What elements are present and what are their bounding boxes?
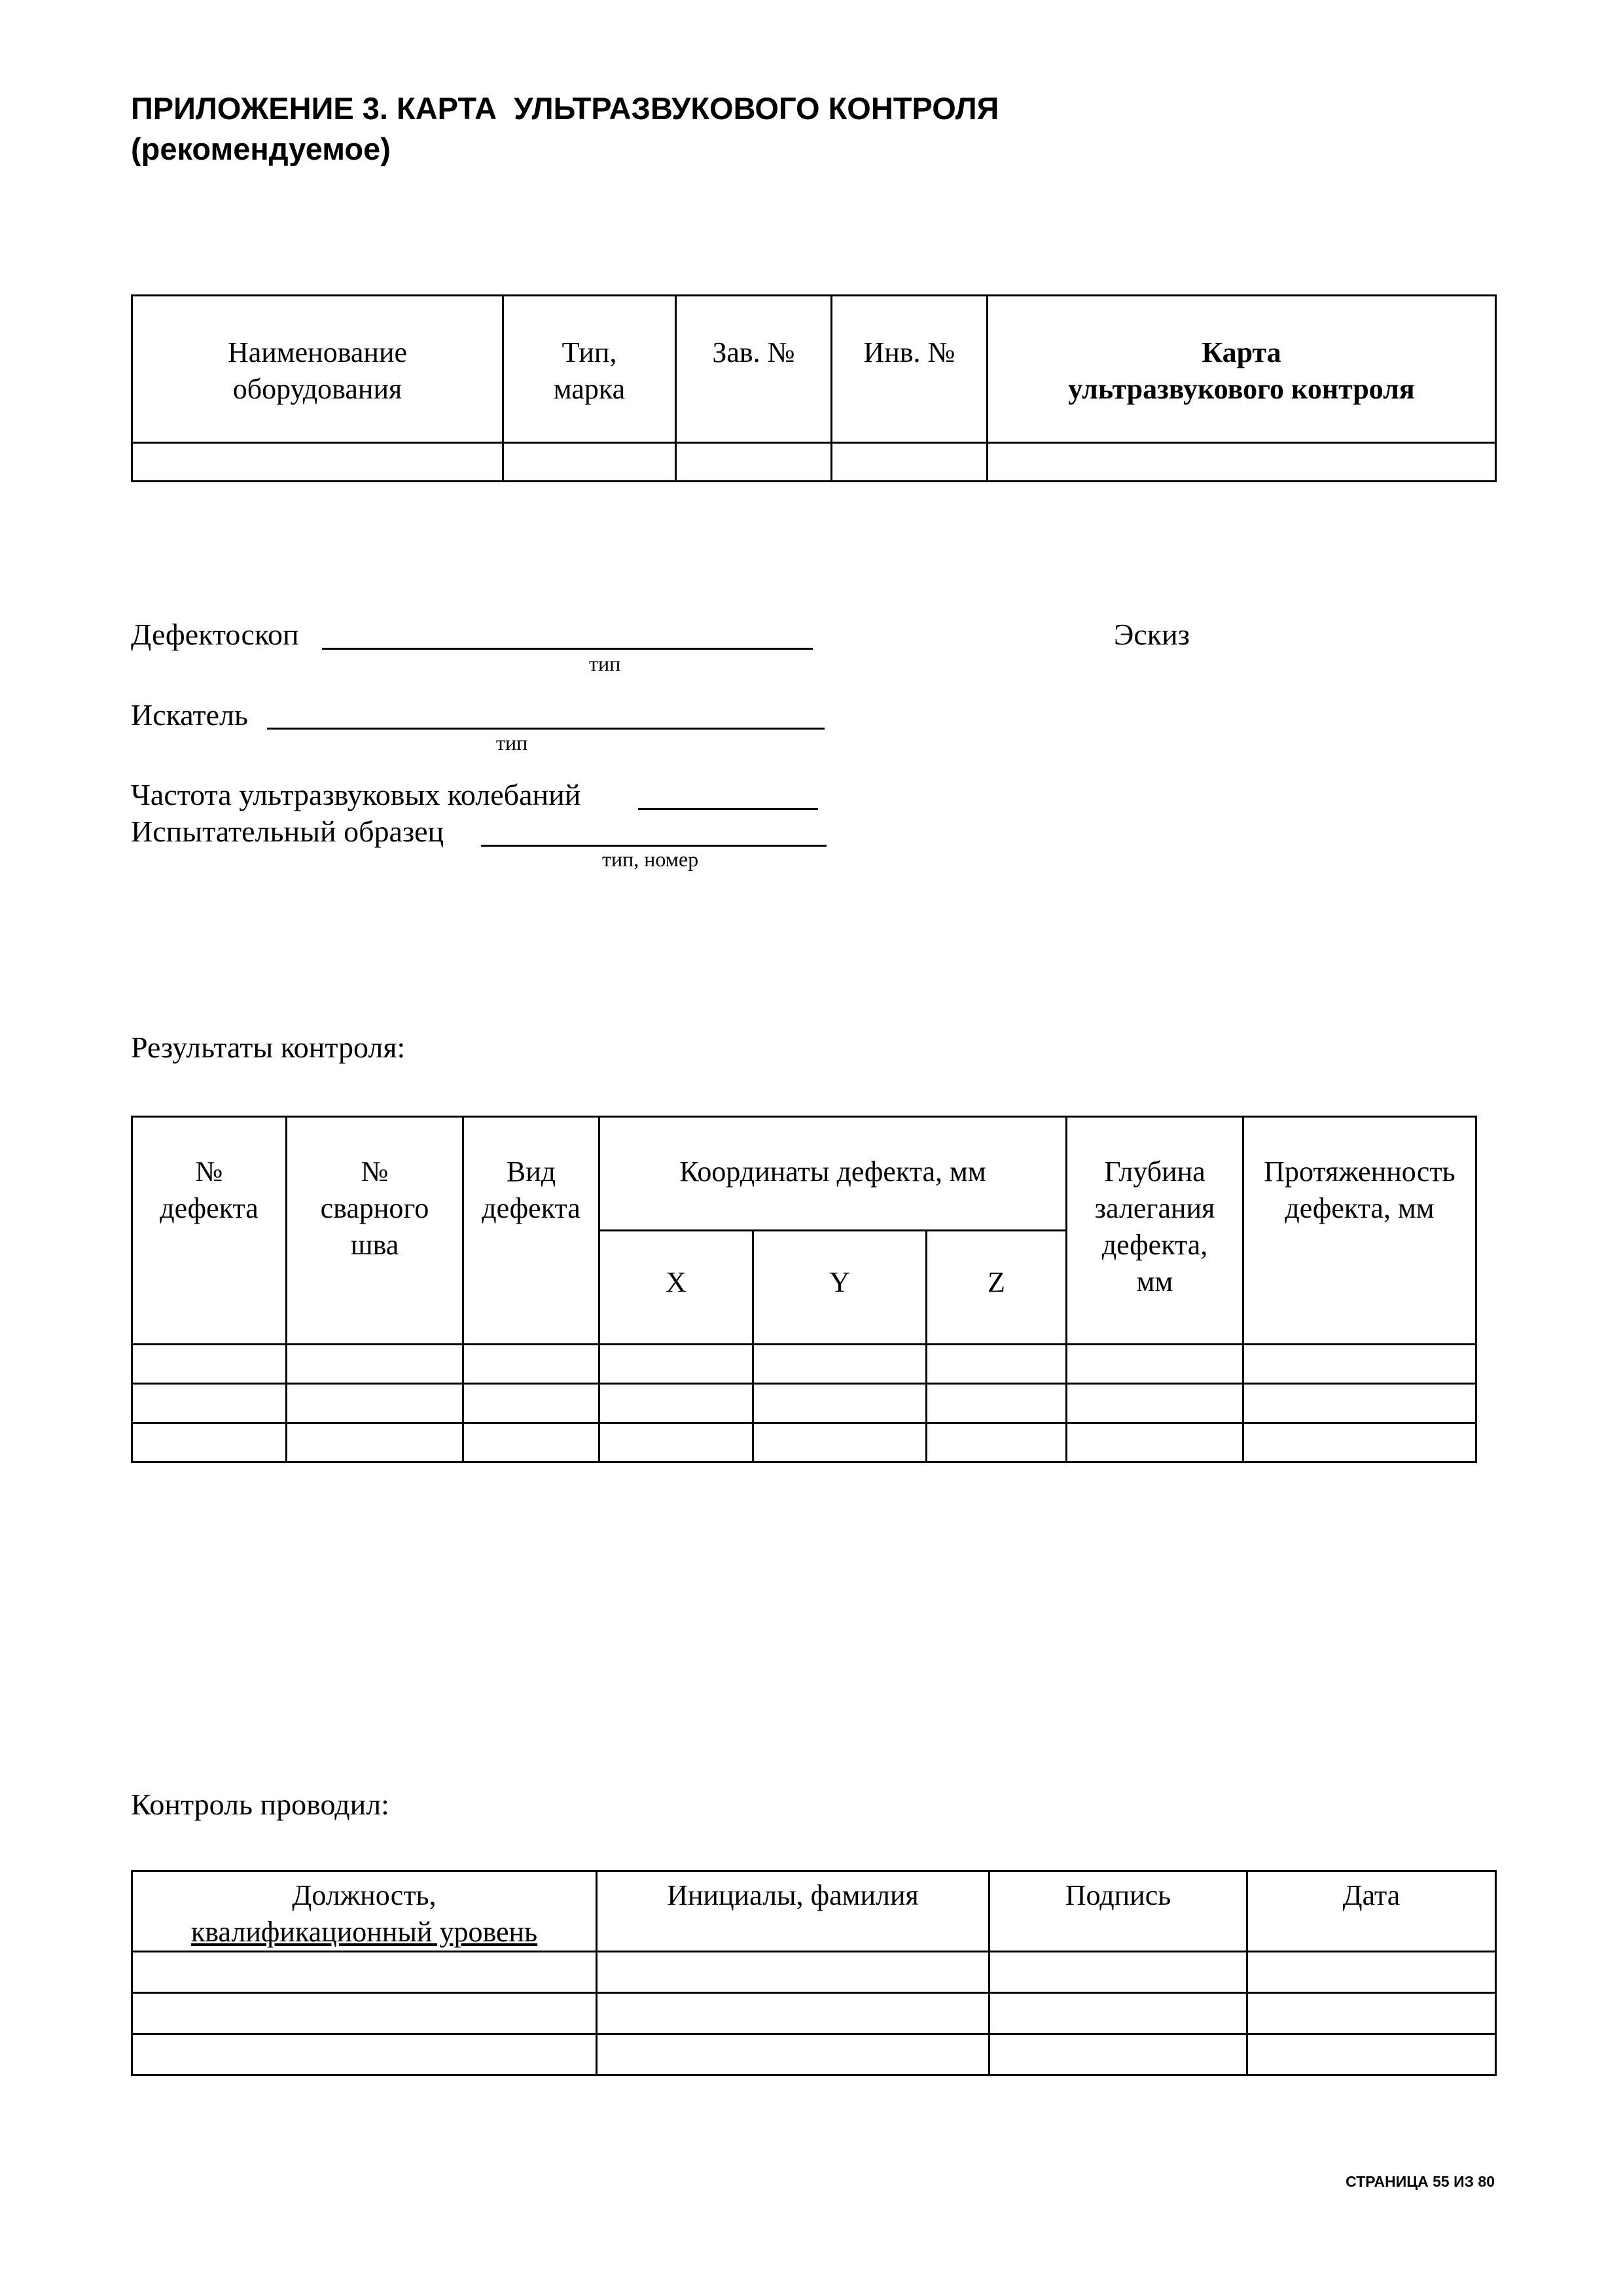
- date-header: Дата: [1247, 1871, 1496, 1952]
- test-sample-label: Испытательный образец: [131, 815, 444, 848]
- table-cell[interactable]: [503, 443, 676, 482]
- title-line-2: (рекомендуемое): [131, 132, 391, 166]
- signature-header: Подпись: [990, 1871, 1247, 1952]
- table-cell[interactable]: [463, 1423, 599, 1462]
- table-cell[interactable]: [1067, 1384, 1243, 1423]
- table-cell[interactable]: [676, 443, 832, 482]
- table-row: [132, 1345, 1476, 1384]
- table-row: [132, 1952, 1496, 1993]
- probe-label: Искатель: [131, 698, 248, 732]
- x-header: X: [599, 1231, 753, 1345]
- table-cell[interactable]: [287, 1345, 463, 1384]
- probe-field[interactable]: [267, 728, 825, 730]
- factory-no-header: Зав. №: [676, 296, 832, 443]
- table-cell[interactable]: [753, 1345, 927, 1384]
- table-cell[interactable]: [1067, 1423, 1243, 1462]
- table-row: [132, 2034, 1496, 2075]
- table-cell[interactable]: [927, 1384, 1067, 1423]
- inventory-no-header: Инв. №: [832, 296, 988, 443]
- y-header: Y: [753, 1231, 927, 1345]
- equipment-name-header: Наименование оборудования: [132, 296, 503, 443]
- table-cell[interactable]: [132, 1952, 597, 1993]
- table-cell[interactable]: [132, 1345, 287, 1384]
- defect-no-header: № дефекта: [132, 1117, 287, 1345]
- length-header: Протяженность дефекта, мм: [1243, 1117, 1476, 1345]
- equipment-table: [131, 294, 1497, 482]
- frequency-field[interactable]: [638, 808, 818, 810]
- probe-hint: тип: [496, 731, 528, 754]
- table-cell[interactable]: [1243, 1345, 1476, 1384]
- table-cell[interactable]: [597, 1993, 990, 2034]
- table-cell[interactable]: [132, 2034, 597, 2075]
- table-cell[interactable]: [990, 1993, 1247, 2034]
- results-heading: Результаты контроля:: [131, 1031, 406, 1064]
- name-header: Инициалы, фамилия: [597, 1871, 990, 1952]
- title-line-1: ПРИЛОЖЕНИЕ 3. КАРТА УЛЬТРАЗВУКОВОГО КОНТРОЛЯ: [131, 91, 999, 126]
- flaw-detector-hint: тип: [589, 652, 621, 675]
- page-number: СТРАНИЦА 55 ИЗ 80: [1346, 2173, 1495, 2190]
- table-cell[interactable]: [132, 1384, 287, 1423]
- table-cell[interactable]: [463, 1384, 599, 1423]
- table-cell[interactable]: [832, 443, 988, 482]
- page-title: [131, 88, 999, 169]
- table-cell[interactable]: [1067, 1345, 1243, 1384]
- depth-header: Глубина залегания дефекта, мм: [1067, 1117, 1243, 1345]
- table-cell[interactable]: [927, 1423, 1067, 1462]
- sketch-label: Эскиз: [1114, 618, 1190, 651]
- table-cell[interactable]: [287, 1384, 463, 1423]
- table-cell[interactable]: [599, 1384, 753, 1423]
- table-cell[interactable]: [599, 1423, 753, 1462]
- table-cell[interactable]: [132, 443, 503, 482]
- table-cell[interactable]: [1243, 1384, 1476, 1423]
- inspector-heading: Контроль проводил:: [131, 1788, 389, 1821]
- table-cell[interactable]: [1243, 1423, 1476, 1462]
- table-cell[interactable]: [1247, 1993, 1496, 2034]
- card-title-header: Карта ультразвукового контроля: [988, 296, 1496, 443]
- table-cell[interactable]: [927, 1345, 1067, 1384]
- table-cell[interactable]: [988, 443, 1496, 482]
- defect-coords-header: Координаты дефекта, мм: [599, 1117, 1067, 1231]
- flaw-detector-field[interactable]: [322, 648, 813, 650]
- defect-type-header: Вид дефекта: [463, 1117, 599, 1345]
- z-header: Z: [927, 1231, 1067, 1345]
- table-row: [132, 443, 1496, 482]
- table-cell[interactable]: [597, 2034, 990, 2075]
- type-brand-header: Тип, марка: [503, 296, 676, 443]
- table-cell[interactable]: [597, 1952, 990, 1993]
- table-cell[interactable]: [1247, 2034, 1496, 2075]
- table-row: [132, 1423, 1476, 1462]
- table-cell[interactable]: [990, 2034, 1247, 2075]
- position-header: Должность, квалификационный уровень: [132, 1871, 597, 1952]
- results-table: [131, 1116, 1477, 1463]
- table-cell[interactable]: [1247, 1952, 1496, 1993]
- table-cell[interactable]: [132, 1993, 597, 2034]
- test-sample-hint: тип, номер: [602, 847, 699, 871]
- table-cell[interactable]: [287, 1423, 463, 1462]
- test-sample-field[interactable]: [481, 845, 827, 847]
- table-cell[interactable]: [599, 1345, 753, 1384]
- flaw-detector-label: Дефектоскоп: [131, 618, 299, 651]
- inspector-table: [131, 1870, 1497, 2076]
- table-cell[interactable]: [132, 1423, 287, 1462]
- frequency-label: Частота ультразвуковых колебаний: [131, 778, 581, 811]
- table-row: [132, 1993, 1496, 2034]
- table-cell[interactable]: [753, 1423, 927, 1462]
- table-cell[interactable]: [990, 1952, 1247, 1993]
- weld-no-header: № сварного шва: [287, 1117, 463, 1345]
- table-row: [132, 1384, 1476, 1423]
- table-cell[interactable]: [463, 1345, 599, 1384]
- table-cell[interactable]: [753, 1384, 927, 1423]
